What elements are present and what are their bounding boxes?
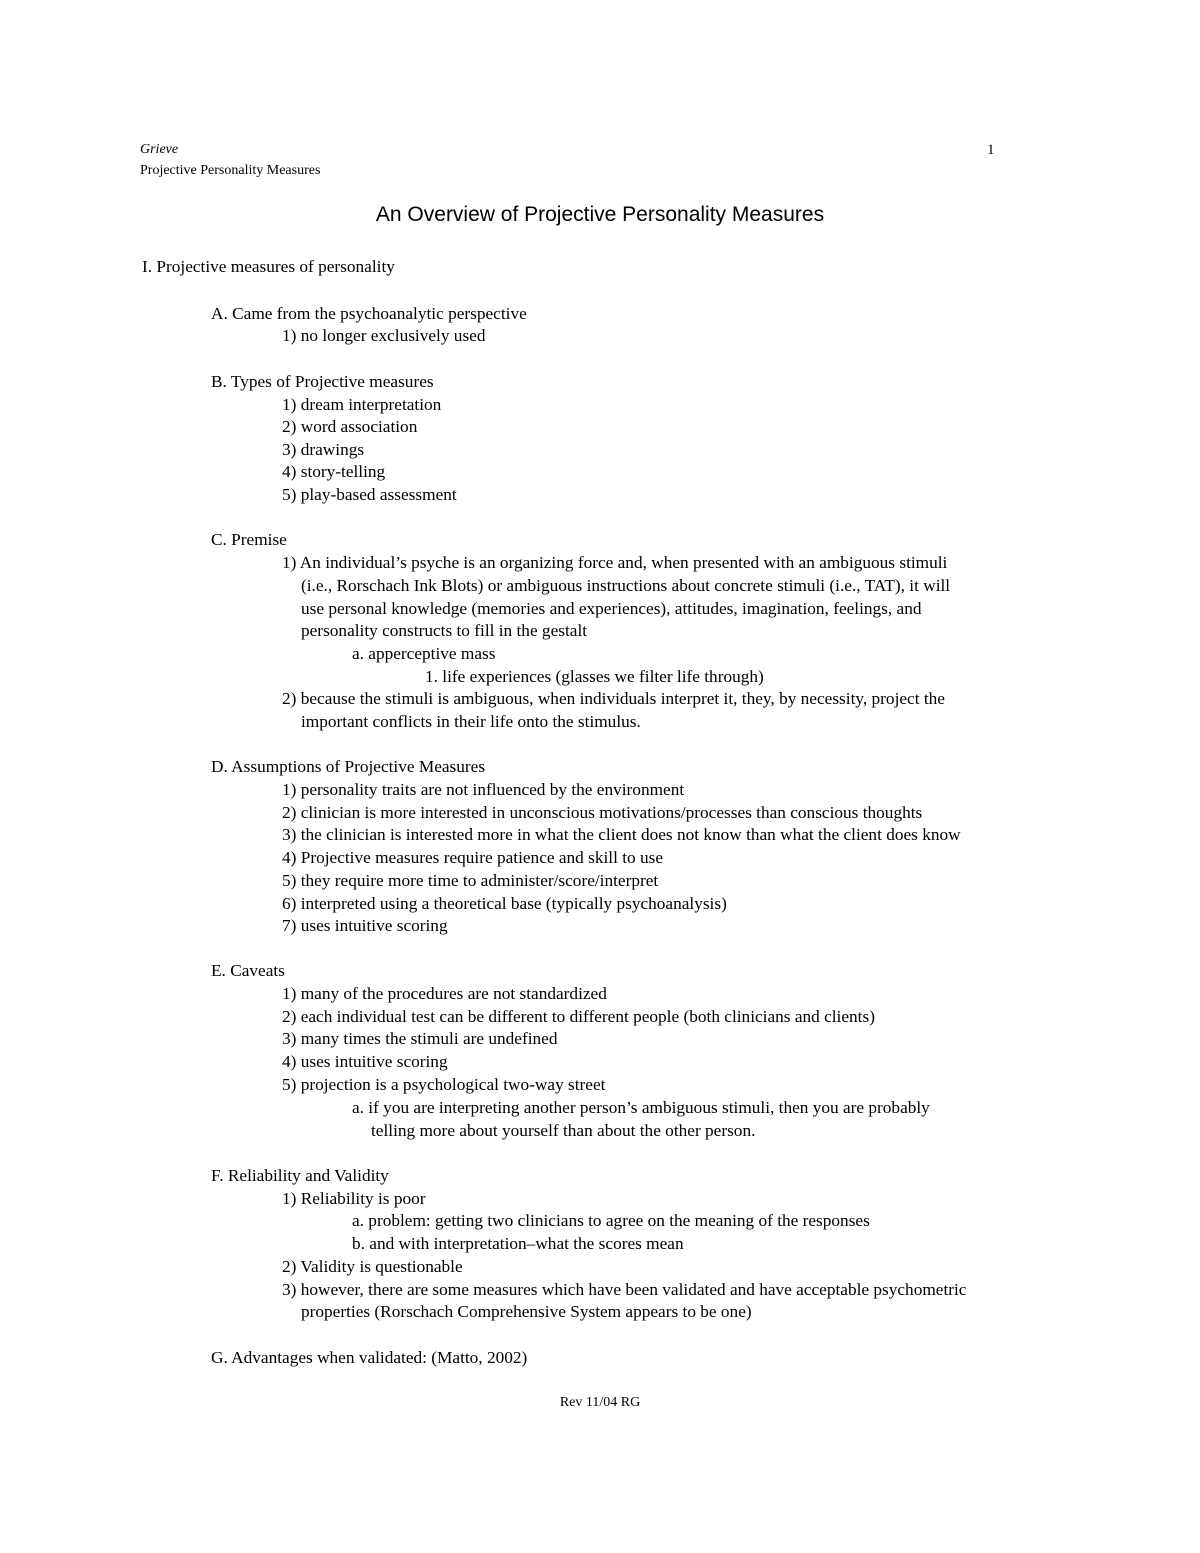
list-item: 1) An individual’s psyche is an organizing force and, when presented with an ambiguous stimuli bbox=[282, 553, 948, 572]
list-item-continuation: use personal knowledge (memories and experiences), attitudes, imagination, feelings, and bbox=[301, 599, 922, 618]
sub-item: a. if you are interpreting another person’s ambiguous stimuli, then you are probably bbox=[352, 1098, 930, 1117]
subsection-heading-d: D. Assumptions of Projective Measures bbox=[211, 757, 486, 776]
list-item-continuation: important conflicts in their life onto the stimulus. bbox=[301, 712, 641, 731]
subsection-heading-f: F. Reliability and Validity bbox=[211, 1166, 389, 1185]
list-item: 1) personality traits are not influenced by the environment bbox=[282, 780, 685, 799]
list-item: 5) play-based assessment bbox=[282, 485, 457, 504]
list-item: 3) many times the stimuli are undefined bbox=[282, 1029, 558, 1048]
sub-sub-item: 1. life experiences (glasses we filter life through) bbox=[425, 667, 764, 686]
list-item: 4) story-telling bbox=[282, 462, 386, 481]
list-item: 4) uses intuitive scoring bbox=[282, 1052, 448, 1071]
list-item-continuation: (i.e., Rorschach Ink Blots) or ambiguous instructions about concrete stimuli (i.e., TAT), it will bbox=[301, 576, 951, 595]
list-item: 2) word association bbox=[282, 417, 418, 436]
sub-item: b. and with interpretation–what the scores mean bbox=[352, 1234, 684, 1253]
subsection-heading-c: C. Premise bbox=[211, 530, 287, 549]
list-item: 1) no longer exclusively used bbox=[282, 326, 486, 345]
header-subject: Projective Personality Measures bbox=[140, 163, 321, 178]
list-item: 2) because the stimuli is ambiguous, when individuals interpret it, they, by necessity, project the bbox=[282, 689, 945, 708]
list-item: 5) they require more time to administer/score/interpret bbox=[282, 871, 659, 890]
subsection-heading-b: B. Types of Projective measures bbox=[211, 372, 434, 391]
list-item: 1) dream interpretation bbox=[282, 395, 442, 414]
section-heading: I. Projective measures of personality bbox=[142, 257, 395, 276]
list-item-continuation: personality constructs to fill in the gestalt bbox=[301, 621, 588, 640]
list-item: 3) the clinician is interested more in what the client does not know than what the client does know bbox=[282, 825, 961, 844]
list-item: 2) each individual test can be different to different people (both clinicians and clients) bbox=[282, 1007, 875, 1026]
list-item: 3) drawings bbox=[282, 440, 365, 459]
list-item: 4) Projective measures require patience and skill to use bbox=[282, 848, 664, 867]
list-item: 1) many of the procedures are not standardized bbox=[282, 984, 607, 1003]
page-number: 1 bbox=[987, 142, 995, 158]
list-item: 7) uses intuitive scoring bbox=[282, 916, 448, 935]
document-title: An Overview of Projective Personality Measures bbox=[375, 203, 825, 226]
list-item: 2) Validity is questionable bbox=[282, 1257, 463, 1276]
footer-revision: Rev 11/04 RG bbox=[559, 1395, 641, 1410]
subsection-heading-e: E. Caveats bbox=[211, 961, 285, 980]
list-item: 5) projection is a psychological two-way street bbox=[282, 1075, 606, 1094]
sub-item-continuation: telling more about yourself than about the other person. bbox=[371, 1121, 756, 1140]
list-item-continuation: properties (Rorschach Comprehensive System appears to be one) bbox=[301, 1302, 752, 1321]
header-author: Grieve bbox=[140, 142, 179, 157]
list-item: 2) clinician is more interested in unconscious motivations/processes than conscious thoughts bbox=[282, 803, 923, 822]
subsection-heading-a: A. Came from the psychoanalytic perspective bbox=[211, 304, 527, 323]
list-item: 1) Reliability is poor bbox=[282, 1189, 426, 1208]
sub-item: a. apperceptive mass bbox=[352, 644, 496, 663]
subsection-heading-g: G. Advantages when validated: (Matto, 2002) bbox=[211, 1348, 528, 1367]
list-item: 3) however, there are some measures which have been validated and have acceptable psychometric bbox=[282, 1280, 967, 1299]
list-item: 6) interpreted using a theoretical base (typically psychoanalysis) bbox=[282, 894, 727, 913]
sub-item: a. problem: getting two clinicians to agree on the meaning of the responses bbox=[352, 1211, 870, 1230]
